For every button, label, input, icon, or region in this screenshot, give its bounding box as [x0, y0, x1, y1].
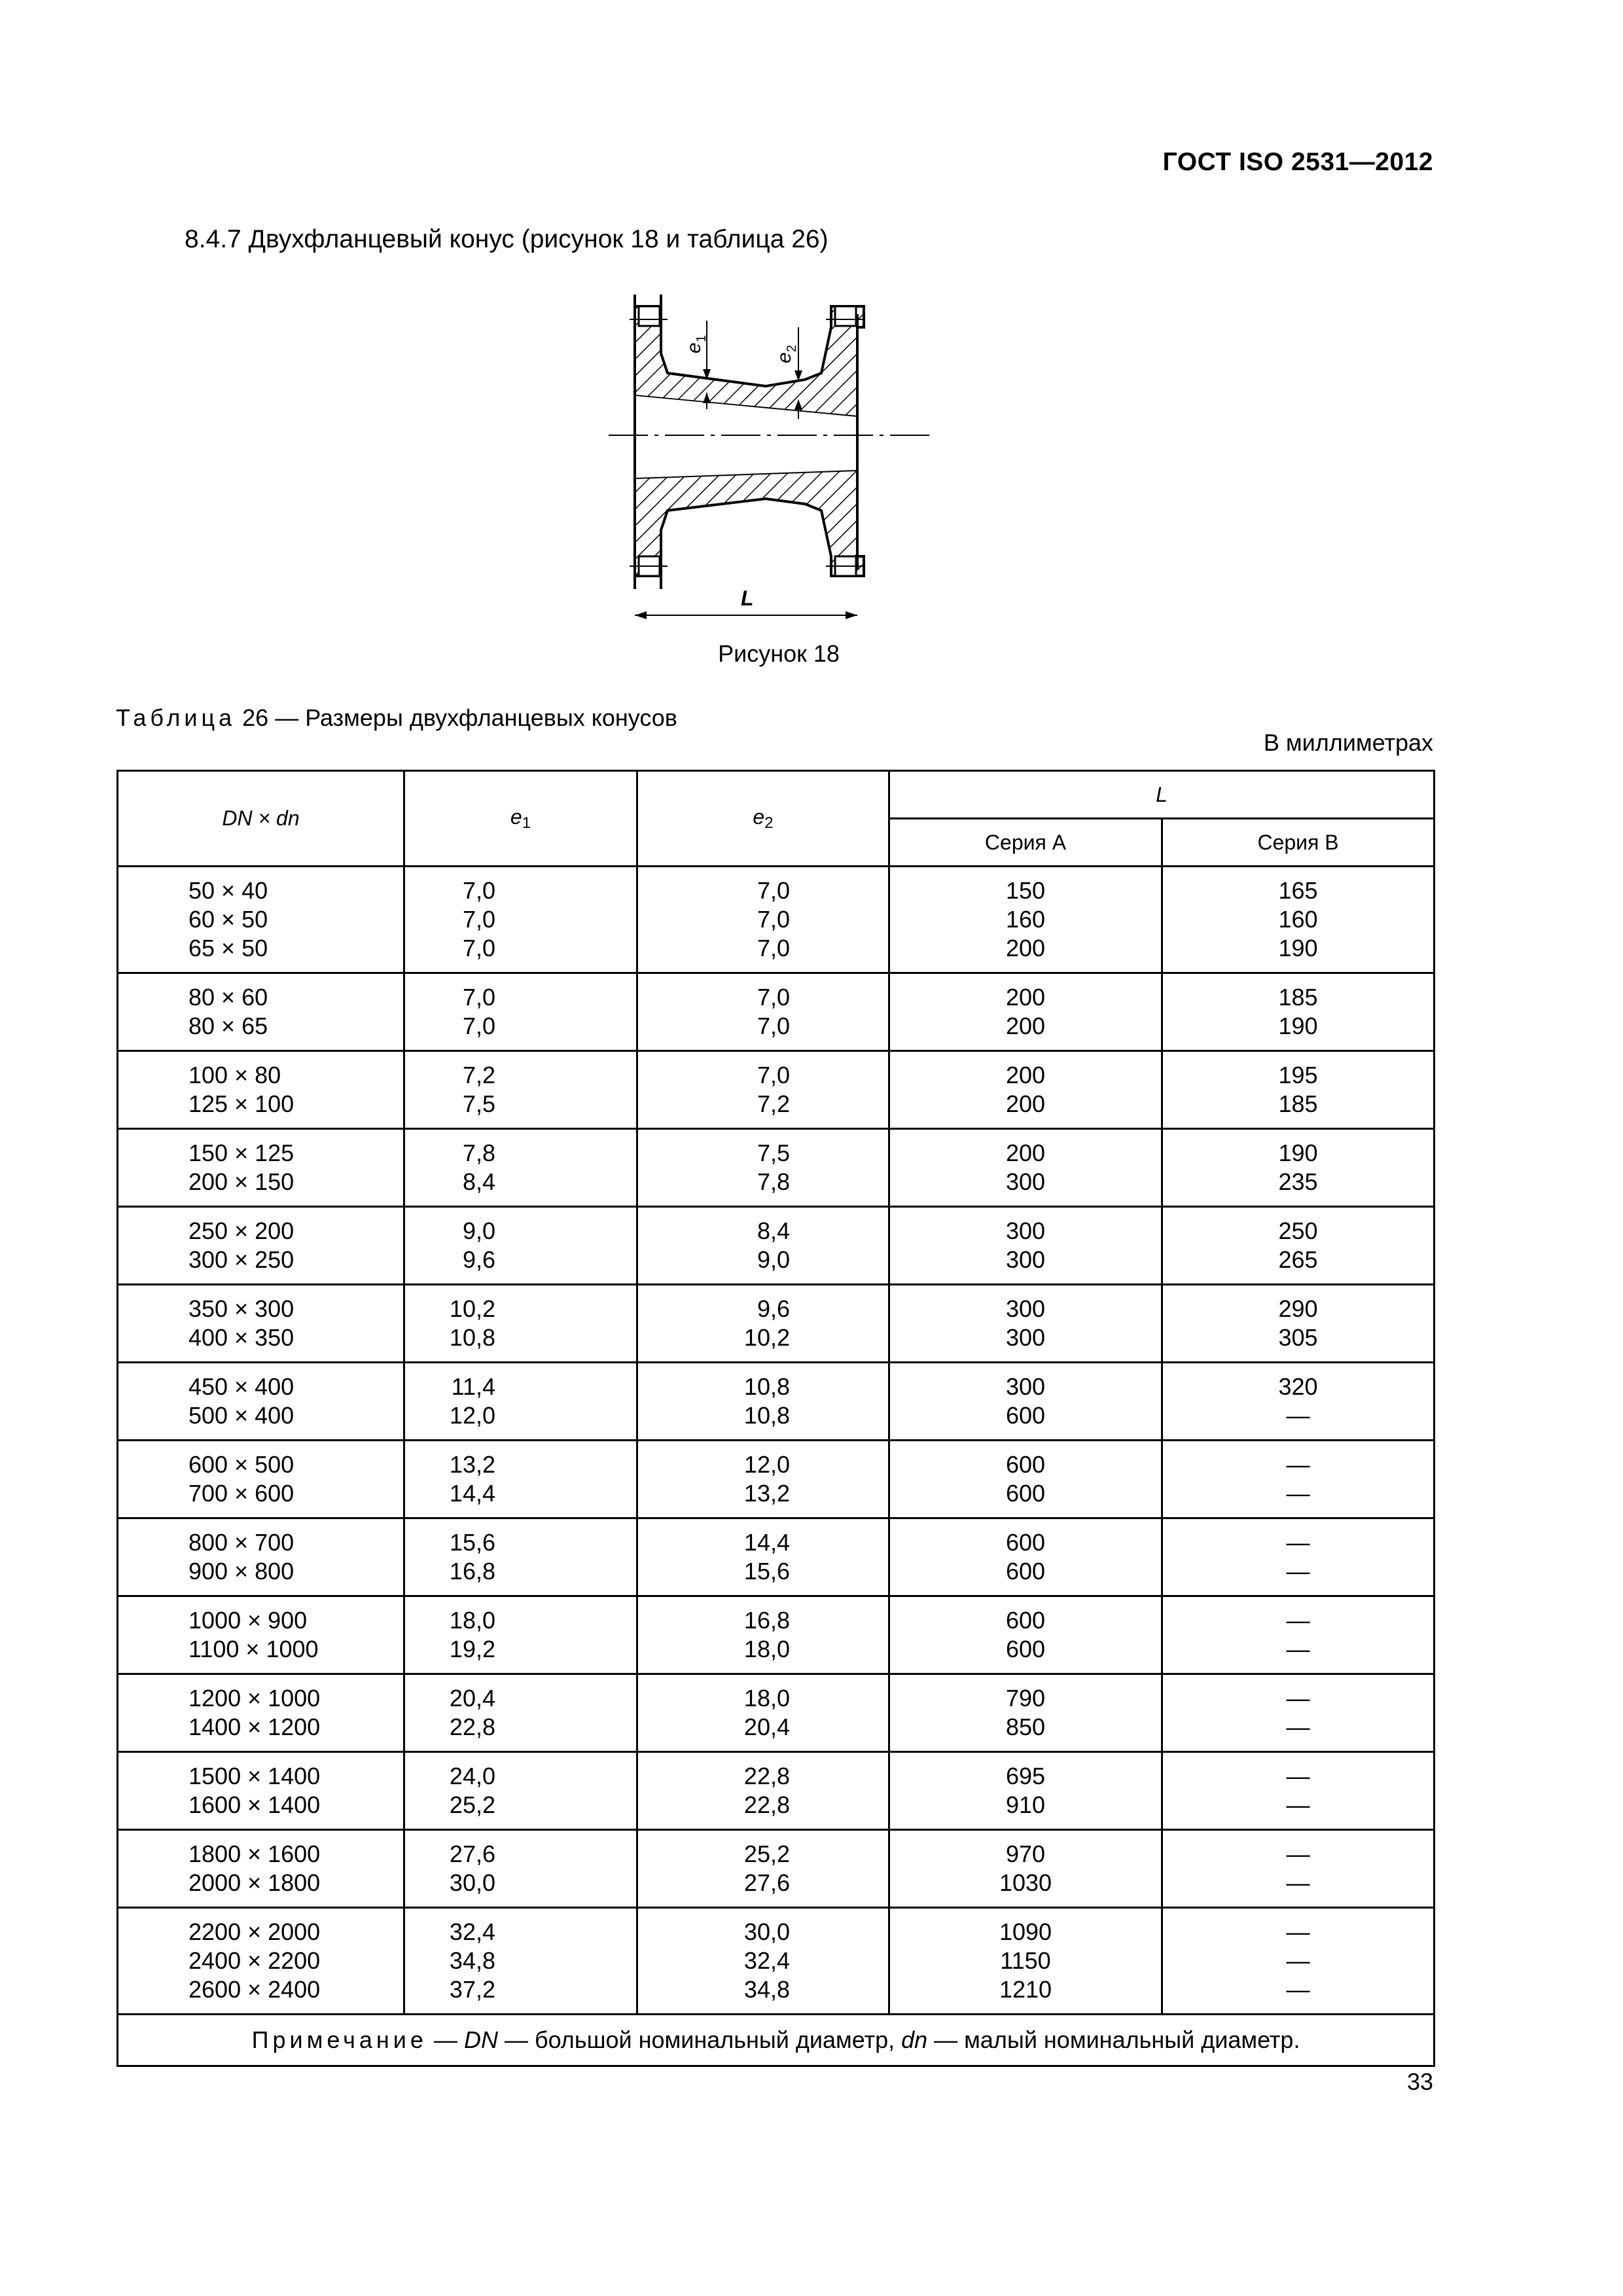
cell-dn	[118, 867, 404, 973]
cell-dn	[118, 1518, 404, 1596]
cell-e2	[637, 973, 889, 1051]
cell-value: 600	[1005, 1402, 1046, 1429]
cell-value: 790	[1005, 1685, 1046, 1712]
table-row-group	[118, 1830, 1435, 1908]
section-heading: 8.4.7 Двухфланцевый конус (рисунок 18 и таблица 26)	[185, 225, 829, 253]
cell-value: 185	[1278, 1090, 1318, 1117]
cell-value: 13,2	[743, 1480, 790, 1507]
cell-dn	[118, 1207, 404, 1285]
cell-dn	[118, 1285, 404, 1363]
cell-value: 50 × 40	[188, 877, 268, 904]
svg-text:2: 2	[785, 344, 799, 352]
cell-la	[889, 1518, 1162, 1596]
cell-value: —	[1286, 1976, 1310, 2003]
cell-e1	[404, 867, 637, 973]
cell-e2	[637, 1752, 889, 1830]
cell-value: 200 × 150	[188, 1168, 294, 1195]
cell-e1	[404, 1830, 637, 1908]
cell-value: 9,6	[462, 1246, 495, 1273]
cell-value: 305	[1278, 1324, 1318, 1351]
cell-lb	[1162, 1830, 1435, 1908]
double-flanged-taper-drawing	[589, 288, 955, 641]
cell-value: 27,6	[449, 1840, 495, 1867]
cell-la	[889, 1129, 1162, 1207]
cell-value: 165	[1278, 877, 1318, 904]
cell-value: 1030	[999, 1869, 1052, 1896]
cell-value: 7,0	[757, 877, 790, 904]
cell-value: 700 × 600	[188, 1480, 294, 1507]
cell-lb	[1162, 973, 1435, 1051]
cell-value: 250 × 200	[188, 1217, 294, 1244]
cell-value: 200	[1005, 1013, 1046, 1039]
cell-value: 695	[1005, 1763, 1046, 1789]
cell-lb	[1162, 1207, 1435, 1285]
cell-value: 350 × 300	[188, 1295, 294, 1322]
cell-e2	[637, 1674, 889, 1752]
cell-value: 7,0	[462, 984, 495, 1011]
cell-value: 7,0	[757, 1062, 790, 1088]
cell-value: —	[1286, 1558, 1310, 1585]
cell-value: 12,0	[743, 1451, 790, 1478]
cell-value: 200	[1005, 935, 1046, 961]
cell-value: 15,6	[449, 1529, 495, 1556]
cell-value: 250	[1278, 1217, 1318, 1244]
cell-value: 7,0	[462, 877, 495, 904]
figure-caption: Рисунок 18	[718, 640, 840, 667]
cell-value: 1150	[1000, 1947, 1051, 1974]
table-row-group	[118, 1441, 1435, 1518]
cell-dn	[118, 1129, 404, 1207]
cell-e1	[404, 1129, 637, 1207]
cell-dn	[118, 1752, 404, 1830]
figure-18	[589, 288, 955, 641]
cell-e1	[404, 1207, 637, 1285]
cell-value: 600	[1005, 1607, 1046, 1634]
cell-value: 300	[1005, 1217, 1046, 1244]
cell-value: 1200 × 1000	[188, 1685, 321, 1712]
cell-value: 970	[1005, 1840, 1046, 1867]
cell-e2	[637, 1363, 889, 1441]
cell-lb	[1162, 1051, 1435, 1129]
cell-la	[889, 1908, 1162, 2015]
cell-value: 300	[1005, 1324, 1046, 1351]
cell-value: 450 × 400	[188, 1373, 294, 1400]
standard-code: ГОСТ ISO 2531—2012	[1162, 148, 1433, 176]
cell-value: 400 × 350	[188, 1324, 294, 1351]
cell-value: 190	[1278, 1013, 1318, 1039]
cell-value: 7,8	[462, 1139, 495, 1166]
cell-value: 9,0	[462, 1217, 495, 1244]
cell-value: 200	[1005, 1090, 1046, 1117]
cell-value: —	[1286, 1713, 1310, 1740]
table-note: Примечание — DN — большой номинальный диаметр, dn — малый номинальный диаметр.	[118, 2015, 1435, 2066]
cell-dn	[118, 973, 404, 1051]
cell-value: 10,8	[743, 1373, 790, 1400]
cell-value: 9,6	[757, 1295, 790, 1322]
cell-value: 20,4	[743, 1713, 790, 1740]
cell-value: 150 × 125	[188, 1139, 294, 1166]
cell-e2	[637, 1285, 889, 1363]
cell-e2	[637, 1207, 889, 1285]
cell-e1	[404, 973, 637, 1051]
e2-label: e	[774, 352, 795, 363]
cell-value: 9,0	[757, 1246, 790, 1273]
cell-lb	[1162, 1752, 1435, 1830]
table-row-group	[118, 1752, 1435, 1830]
table-caption: Таблица 26 — Размеры двухфланцевых конусов	[116, 704, 677, 731]
cell-value: 1400 × 1200	[188, 1713, 321, 1740]
cell-value: 80 × 60	[188, 984, 268, 1011]
cell-value: 7,0	[462, 935, 495, 961]
cell-value: 8,4	[462, 1168, 495, 1195]
cell-la	[889, 1051, 1162, 1129]
cell-dn	[118, 1441, 404, 1518]
cell-la	[889, 1752, 1162, 1830]
cell-value: 300	[1005, 1373, 1046, 1400]
cell-value: 32,4	[449, 1918, 495, 1945]
header-series-a: Серия А	[889, 819, 1162, 867]
cell-value: 500 × 400	[188, 1402, 294, 1429]
cell-value: 30,0	[743, 1918, 790, 1945]
cell-value: 8,4	[757, 1217, 790, 1244]
cell-value: 600	[1005, 1480, 1046, 1507]
cell-value: 65 × 50	[188, 935, 268, 961]
cell-value: 1090	[999, 1918, 1052, 1945]
cell-value: —	[1286, 1685, 1310, 1712]
cell-value: 25,2	[743, 1840, 790, 1867]
e1-label: e	[683, 342, 705, 353]
cell-e1	[404, 1518, 637, 1596]
table-row-group	[118, 867, 1435, 973]
cell-value: 7,0	[462, 906, 495, 933]
cell-value: 1100 × 1000	[188, 1636, 319, 1662]
cell-value: 13,2	[449, 1451, 495, 1478]
cell-value: 18,0	[743, 1685, 790, 1712]
cell-e2	[637, 1051, 889, 1129]
cell-value: 2400 × 2200	[188, 1947, 321, 1974]
cell-la	[889, 1830, 1162, 1908]
table-row-group	[118, 1207, 1435, 1285]
table-row-group	[118, 1674, 1435, 1752]
cell-value: 10,2	[743, 1324, 790, 1351]
cell-la	[889, 867, 1162, 973]
cell-value: 185	[1278, 984, 1318, 1011]
cell-value: 600	[1005, 1529, 1046, 1556]
cell-value: —	[1286, 1840, 1310, 1867]
table-row-group	[118, 1596, 1435, 1674]
header-e1: $e_1$	[404, 771, 637, 867]
cell-value: 600	[1005, 1558, 1046, 1585]
cell-la	[889, 1674, 1162, 1752]
cell-value: —	[1286, 1918, 1310, 1945]
cell-value: 24,0	[449, 1763, 495, 1789]
cell-value: —	[1286, 1947, 1310, 1974]
cell-value: 34,8	[743, 1976, 790, 2003]
cell-value: 1210	[999, 1976, 1052, 2003]
cell-e2	[637, 1441, 889, 1518]
cell-lb	[1162, 1674, 1435, 1752]
cell-value: 22,8	[743, 1763, 790, 1789]
cell-value: 190	[1278, 935, 1318, 961]
table-row-group	[118, 1129, 1435, 1207]
cell-value: 7,8	[757, 1168, 790, 1195]
cell-e1	[404, 1441, 637, 1518]
cell-value: 200	[1005, 1062, 1046, 1088]
cell-value: —	[1286, 1607, 1310, 1634]
cell-value: 2000 × 1800	[188, 1869, 321, 1896]
cell-value: 18,0	[743, 1636, 790, 1662]
cell-la	[889, 1207, 1162, 1285]
cell-lb	[1162, 1596, 1435, 1674]
cell-e1	[404, 1363, 637, 1441]
cell-value: 7,0	[462, 1013, 495, 1039]
cell-value: 265	[1278, 1246, 1318, 1273]
cell-value: 7,5	[462, 1090, 495, 1117]
table-row-group	[118, 1285, 1435, 1363]
cell-value: —	[1286, 1529, 1310, 1556]
cell-value: 16,8	[743, 1607, 790, 1634]
cell-la	[889, 1441, 1162, 1518]
table-row-group	[118, 1051, 1435, 1129]
cell-value: —	[1286, 1451, 1310, 1478]
cell-dn	[118, 1051, 404, 1129]
cell-e2	[637, 1908, 889, 2015]
header-l: L	[889, 771, 1435, 819]
cell-e2	[637, 1518, 889, 1596]
cell-la	[889, 973, 1162, 1051]
page-number: 33	[1406, 2068, 1433, 2095]
cell-value: 290	[1278, 1295, 1318, 1322]
cell-value: 11,4	[451, 1373, 495, 1400]
cell-value: 32,4	[743, 1947, 790, 1974]
cell-value: 300	[1005, 1168, 1046, 1195]
cell-value: 22,8	[743, 1791, 790, 1818]
cell-value: —	[1286, 1636, 1310, 1662]
cell-value: 1000 × 900	[188, 1607, 308, 1634]
bottom-wall-section	[635, 470, 864, 576]
cell-value: 10,2	[449, 1295, 495, 1322]
cell-la	[889, 1596, 1162, 1674]
cell-value: 190	[1278, 1139, 1318, 1166]
cell-value: 235	[1278, 1168, 1318, 1195]
cell-e1	[404, 1674, 637, 1752]
cell-value: 30,0	[449, 1869, 495, 1896]
cell-value: 10,8	[743, 1402, 790, 1429]
cell-value: 14,4	[743, 1529, 790, 1556]
cell-value: 7,0	[757, 906, 790, 933]
cell-lb	[1162, 1441, 1435, 1518]
cell-lb	[1162, 1363, 1435, 1441]
cell-e2	[637, 867, 889, 973]
dimensions-table	[116, 770, 1435, 2067]
cell-value: —	[1286, 1402, 1310, 1429]
cell-e2	[637, 1596, 889, 1674]
cell-value: 15,6	[743, 1558, 790, 1585]
units-note: В миллиметрах	[1263, 729, 1433, 756]
cell-value: 600	[1005, 1636, 1046, 1662]
cell-value: 7,0	[757, 935, 790, 961]
cell-dn	[118, 1674, 404, 1752]
cell-value: 34,8	[449, 1947, 495, 1974]
cell-value: 900 × 800	[188, 1558, 294, 1585]
cell-value: 1500 × 1400	[188, 1763, 321, 1789]
cell-lb	[1162, 1129, 1435, 1207]
cell-value: 1600 × 1400	[188, 1791, 321, 1818]
table-row-group	[118, 1518, 1435, 1596]
cell-value: 16,8	[449, 1558, 495, 1585]
cell-value: —	[1286, 1791, 1310, 1818]
cell-value: 14,4	[449, 1480, 495, 1507]
table-row-group	[118, 1363, 1435, 1441]
table-row-group	[118, 973, 1435, 1051]
cell-e1	[404, 1752, 637, 1830]
cell-value: 22,8	[449, 1713, 495, 1740]
cell-e1	[404, 1051, 637, 1129]
cell-value: 7,2	[757, 1090, 790, 1117]
table-row-group	[118, 1908, 1435, 2015]
cell-value: 300 × 250	[188, 1246, 294, 1273]
cell-value: 1800 × 1600	[188, 1840, 321, 1867]
cell-value: 200	[1005, 1139, 1046, 1166]
cell-dn	[118, 1830, 404, 1908]
cell-value: 20,4	[449, 1685, 495, 1712]
cell-value: 850	[1005, 1713, 1046, 1740]
cell-lb	[1162, 1908, 1435, 2015]
cell-value: 2200 × 2000	[188, 1918, 321, 1945]
header-dn: DN × dn	[118, 771, 404, 867]
cell-value: 60 × 50	[188, 906, 268, 933]
cell-e1	[404, 1596, 637, 1674]
cell-value: 10,8	[449, 1324, 495, 1351]
cell-e1	[404, 1908, 637, 2015]
cell-value: 100 × 80	[188, 1062, 281, 1088]
cell-value: 600	[1005, 1451, 1046, 1478]
cell-value: —	[1286, 1869, 1310, 1896]
cell-value: 600 × 500	[188, 1451, 294, 1478]
cell-value: 150	[1005, 877, 1046, 904]
length-label: L	[741, 586, 754, 610]
cell-dn	[118, 1596, 404, 1674]
cell-value: 125 × 100	[188, 1090, 294, 1117]
cell-value: 300	[1005, 1246, 1046, 1273]
cell-value: 160	[1005, 906, 1046, 933]
cell-lb	[1162, 1285, 1435, 1363]
cell-la	[889, 1285, 1162, 1363]
cell-dn	[118, 1363, 404, 1441]
cell-value: 300	[1005, 1295, 1046, 1322]
cell-value: 25,2	[449, 1791, 495, 1818]
cell-value: 80 × 65	[188, 1013, 268, 1039]
cell-value: 7,0	[757, 1013, 790, 1039]
cell-value: 320	[1278, 1373, 1318, 1400]
cell-value: 18,0	[449, 1607, 495, 1634]
cell-value: 160	[1278, 906, 1318, 933]
cell-lb	[1162, 1518, 1435, 1596]
cell-e2	[637, 1830, 889, 1908]
cell-value: 910	[1005, 1791, 1046, 1818]
cell-value: 19,2	[449, 1636, 495, 1662]
cell-value: —	[1286, 1480, 1310, 1507]
cell-value: 27,6	[743, 1869, 790, 1896]
cell-dn	[118, 1908, 404, 2015]
header-e2: $e_2$	[637, 771, 889, 867]
cell-value: 2600 × 2400	[188, 1976, 321, 2003]
header-series-b: Серия В	[1162, 819, 1435, 867]
cell-value: 7,2	[462, 1062, 495, 1088]
cell-e1	[404, 1285, 637, 1363]
cell-value: 800 × 700	[188, 1529, 294, 1556]
cell-value: —	[1286, 1763, 1310, 1789]
cell-value: 200	[1005, 984, 1046, 1011]
cell-value: 7,5	[757, 1139, 790, 1166]
cell-value: 195	[1278, 1062, 1318, 1088]
cell-value: 12,0	[449, 1402, 495, 1429]
cell-lb	[1162, 867, 1435, 973]
cell-value: 37,2	[449, 1976, 495, 2003]
svg-text:1: 1	[694, 334, 709, 342]
cell-value: 7,0	[757, 984, 790, 1011]
cell-e2	[637, 1129, 889, 1207]
cell-la	[889, 1363, 1162, 1441]
